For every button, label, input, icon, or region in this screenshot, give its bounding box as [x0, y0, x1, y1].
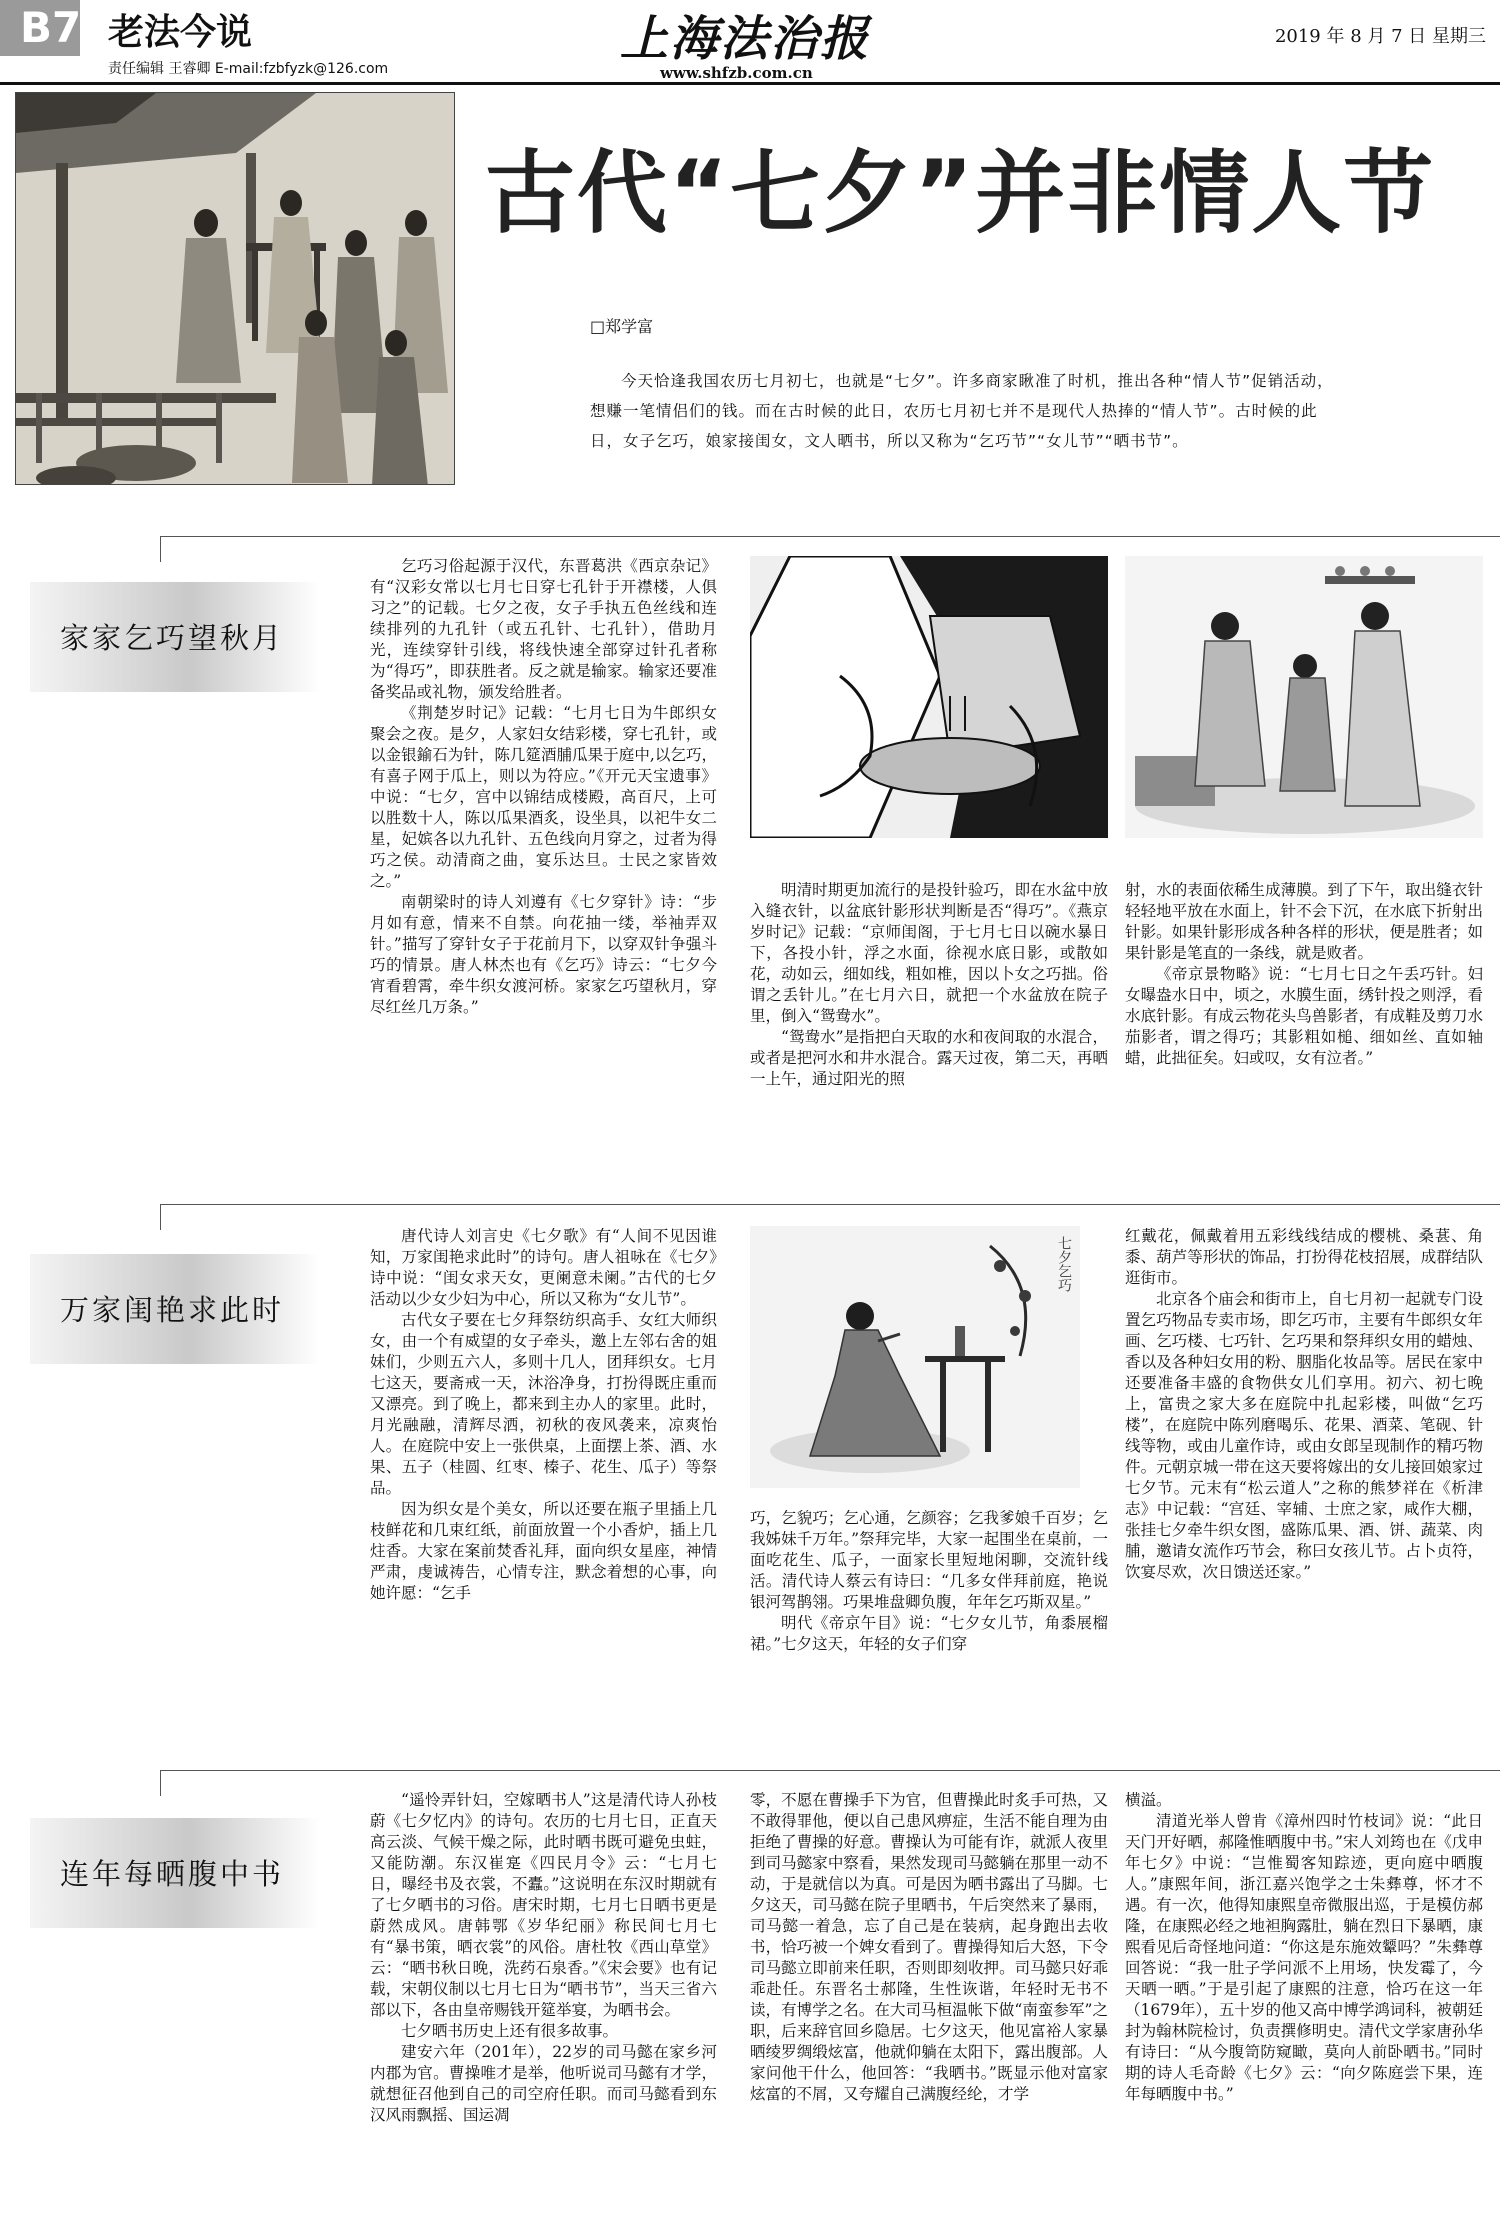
section-1-column-2	[750, 880, 1108, 1090]
section-3-column-1	[370, 1790, 717, 2126]
section-heading: 连年每晒腹中书	[60, 1857, 285, 1891]
paragraph: 零，不愿在曹操手下为官，但曹操此时炙手可热，又不敢得罪他，便以自己患风痹症，生活不能自理为由 拒绝了曹操的好意。曹操认为可能有诈，就派人夜里到司马懿家中察看，果然发现司马懿躺在那里一动不动，于是就信以为真。可是因为晒书露出了马脚。七夕这天，司马懿在院子里晒书，午后突然来了暴雨，司马懿一着急，忘了自己是在装病，起身跑出去收书，恰巧被一个婢女看到了。曹操得知后大怒，下令司马懿立即前来任职，否则即刻收押。司马懿只好乖乖赴任。东晋名士郝隆，生性诙谐，年轻时无书不读，有博学之名。在大司马桓温帐下做“南蛮参军”之职，后来辞官回乡隐居。七夕这天，他见富裕人家暴晒绫罗绸缎炫富，他就仰躺在太阳下，露出腹部。人家问他干什么，他回答：“我晒书。”既显示他对富家炫富的不屑，又夸耀自己满腹经纶，才学	[750, 1791, 1124, 2103]
section-3-column-2	[750, 1790, 1124, 2105]
article-title: 古代“七夕”并非情人节	[485, 141, 1436, 246]
section-label-2	[30, 1254, 320, 1364]
newspaper-url: www.shfzb.com.cn	[660, 64, 813, 82]
paragraph: 《帝京景物略》说：“七月七日之午丢巧针。妇女曝盎水日中，顷之，水膜生面，绣针投之则浮，看水底针影。有成云物花头鸟兽影者，有成鞋及剪刀水茄影者，谓之得巧；其影粗如槌、细如丝、直如轴蜡，此拙征矣。妇或叹，女有泣者。”	[1125, 965, 1483, 1067]
paragraph: 南朝梁时的诗人刘遵有《七夕穿针》诗：“步月如有意，情来不自禁。向花抽一缕，举袖弄双针。”描写了穿针女子于花前月下，以穿双针争强斗巧的情景。唐人林杰也有《乞巧》诗云：“七夕今宵看碧霄，牵牛织女渡河桥。家家乞巧望秋月，穿尽红丝几万条。”	[370, 893, 717, 1016]
paragraph: 因为织女是个美女，所以还要在瓶子里插上几枝鲜花和几束红纸，前面放置一个小香炉，插上几炷香。大家在案前焚香礼拜，面向织女星座，神情严肃，虔诚祷告，心情专注，默念着想的心事，向她许愿：“乞手	[370, 1500, 717, 1602]
paragraph: 建安六年（201年），22岁的司马懿在家乡河内郡为官。曹操唯才是举，他听说司马懿有才学，就想征召他到自己的司空府任职。而司马懿看到东汉风雨飘摇、国运凋	[370, 2043, 717, 2124]
section-rule	[160, 1204, 1500, 1205]
paragraph: 明清时期更加流行的是投针验巧，即在水盆中放入缝衣针，以盆底针影形状判断是否“得巧”。《燕京岁时记》记载：“京师闺阁，于七月七日以碗水暴日下，各投小针，浮之水面，徐视水底日影，或散如花，动如云，细如线，粗如椎，因以卜女之巧拙。俗谓之丢针儿。”在七月六日，就把一个水盆放在院子里，倒入“鸳鸯水”。	[750, 881, 1108, 1025]
paragraph: 横溢。	[1125, 1791, 1172, 1809]
newspaper-logo: 上海法治报	[620, 11, 871, 67]
paragraph: 古代女子要在七夕拜祭纺织高手、女红大师织女，由一个有威望的女子牵头，邀上左邻右舍的姐妹们，少则五六人，多则十几人，团拜织女。七月七这天，要斋戒一天，沐浴净身，打扮得既庄重而又漂亮。到了晚上，都来到主办人的家里。此时，月光融融，清辉尽洒，初秋的夜风袭来，凉爽怡人。在庭院中安上一张供桌，上面摆上茶、酒、水果、五子（桂圆、红枣、榛子、花生、瓜子）等祭品。	[370, 1311, 717, 1497]
page-number-badge	[0, 0, 80, 56]
section-heading: 家家乞巧望秋月	[60, 621, 285, 655]
paragraph: “鸳鸯水”是指把白天取的水和夜间取的水混合，或者是把河水和井水混合。露天过夜，第二天，再晒一上午，通过阳光的照	[750, 1028, 1108, 1088]
section-3-column-3	[1125, 1790, 1483, 2105]
paragraph: 唐代诗人刘言史《七夕歌》有“人间不见因谁知，万家闺艳求此时”的诗句。唐人祖咏在《七夕》诗中说：“闺女求天女，更阑意未阑。”古代的七夕活动以少女少妇为中心，所以又称为“女儿节”。	[370, 1227, 717, 1308]
paragraph: 北京各个庙会和街市上，自七月初一起就专门设置乞巧物品专卖市场，即乞巧市，主要有牛郎织女年画、乞巧楼、七巧针、乞巧果和祭拜织女用的蜡烛、香以及各种妇女用的粉、胭脂化妆品等。居民在家中还要准备丰盛的食物供女儿们享用。初六、初七晚上，富贵之家大多在庭院中扎起彩楼，叫做“乞巧楼”，在庭院中陈列磨喝乐、花果、酒菜、笔砚、针线等物，或由儿童作诗，或由女郎呈现制作的精巧物件。元朝京城一带在这天要将嫁出的女儿接回娘家过七夕节。元末有“松云道人”之称的熊梦祥在《析津志》中记载：“宫廷、宰辅、士庶之家，咸作大棚，张挂七夕牵牛织女图，盛陈瓜果、酒、饼、蔬菜、肉脯，邀请女流作巧节会，称曰女孩儿节。占卜贞符，饮宴尽欢，次日馈送还家。”	[1125, 1290, 1483, 1581]
editor-line: 责任编辑 王睿卿 E-mail:fzbfyzk@126.com	[108, 61, 389, 77]
section-1-column-3	[1125, 880, 1483, 1069]
issue-date: 2019 年 8 月 7 日 星期三	[1274, 26, 1486, 47]
section-rule-tick	[160, 1204, 161, 1230]
needle-threading-illustration	[750, 556, 1108, 838]
section-label-3	[30, 1818, 320, 1928]
woman-praying-illustration	[750, 1226, 1080, 1488]
section-2-column-2	[750, 1508, 1108, 1655]
paragraph: 射，水的表面依稀生成薄膜。到了下午，取出缝衣针轻轻地平放在水面上，针不会下沉，在水底下折射出针影。如果针影形成各种各样的形状，便是胜者；如果针影是笔直的一条线，就是败者。	[1125, 881, 1483, 962]
section-label-1	[30, 582, 320, 692]
section-rule	[160, 1770, 1500, 1771]
section-rule-tick	[160, 1770, 161, 1796]
paragraph: 乞巧习俗起源于汉代，东晋葛洪《西京杂记》有“汉彩女常以七月七日穿七孔针于开襟楼，人俱习之”的记载。七夕之夜，女子手执五色丝线和连续排列的九孔针（或五孔针、七孔针），借助月光，连续穿针引线，将线快速全部穿过针孔者称为“得巧”，即获胜者。反之就是输家。输家还要准备奖品或礼物，颁发给胜者。	[370, 557, 717, 701]
article-lead: 今天恰逢我国农历七月初七，也就是“七夕”。许多商家瞅准了时机，推出各种“情人节”促销活动，想赚一笔情侣们的钱。而在古时候的此日，农历七月初七并不是现代人热捧的“情人节”。古时候的此日，女子乞巧，娘家接闺女，文人晒书，所以又称为“乞巧节”“女儿节”“晒书节”。	[590, 372, 1334, 450]
header-rule	[0, 82, 1500, 85]
paragraph: “遥怜弄针妇，空嫁晒书人”这是清代诗人孙枝蔚《七夕忆内》的诗句。农历的七月七日，正直天高云淡、气候干燥之际，此时晒书既可避免虫蛀，又能防潮。东汉崔寔《四民月令》云：“七月七日，曝经书及衣裳，不蠹。”这说明在东汉时期就有了七夕晒书的习俗。唐宋时期，七月七日晒书更是蔚然成风。唐韩鄂《岁华纪丽》称民间七月七有“暴书策，晒衣裳”的风俗。唐杜牧《西山草堂》云：“晒书秋日晚，洗药石泉香。”《宋会要》也有记载，宋朝仪制以七月七日为“晒书节”，当天三省六部以下，各由皇帝赐钱开筵举宴，为晒书会。	[370, 1791, 717, 2019]
column-name: 老法今说	[108, 12, 253, 53]
section-2-column-3	[1125, 1226, 1483, 1583]
paragraph: 清道光举人曾肯《漳州四时竹枝词》说：“此日天门开好晒，郝隆惟晒腹中书。”宋人刘筠也在《戊申年七夕》中说：“岂惟蜀客知踪迹，更向庭中晒腹人。”康熙年间，浙江嘉兴饱学之士朱彝尊，怀才不遇。有一次，他得知康熙皇帝微服出巡，于是模仿郝隆，在康熙必经之地袒胸露肚，躺在烈日下暴晒，康熙看见后奇怪地问道：“你这是东施效颦吗？”朱彝尊回答说：“我一肚子学问派不上用场，快发霉了，今天晒一晒。”于是引起了康熙的注意，恰巧在这一年（1679年），五十岁的他又高中博学鸿词科，被朝廷封为翰林院检讨，负责撰修明史。清代文学家唐孙华有诗曰：“从今腹笥防窥瞰，莫向人前卧晒书。”同时期的诗人毛奇龄《七夕》云：“向夕陈庭尝下果，连年每晒腹中书。”	[1125, 1812, 1483, 2103]
section-1-column-1	[370, 556, 717, 1018]
paragraph: 红戴花，佩戴着用五彩线线结成的樱桃、桑葚、角黍、葫芦等形状的饰品，打扮得花枝招展，成群结队逛街市。	[1125, 1227, 1483, 1287]
section-rule-tick	[160, 536, 161, 562]
qixi-painting-image	[15, 92, 455, 485]
paragraph: 《荆楚岁时记》记载：“七月七日为牛郎织女聚会之夜。是夕，人家妇女结彩楼，穿七孔针，或以金银鍮石为针，陈几筵酒脯瓜果于庭中,以乞巧，有喜子网于瓜上，则以为符应。”《开元天宝遗事》中说：“七夕，宫中以锦结成楼殿，高百尺，上可以胜数十人，陈以瓜果酒炙，设坐具，以祀牛女二星，妃嫔各以九孔针、五色线向月穿之，过者为得巧之侯。动清商之曲，宴乐达旦。士民之家皆效之。”	[370, 704, 717, 890]
paragraph: 明代《帝京午目》说：“七夕女儿节，角黍展榴裙。”七夕这天，年轻的女子们穿	[750, 1614, 1108, 1653]
section-2-column-1	[370, 1226, 717, 1604]
section-rule	[160, 536, 1500, 537]
palace-women-illustration	[1125, 556, 1483, 838]
figure-inscription: 七夕乞巧	[1056, 1236, 1072, 1292]
page-number: B7	[20, 3, 82, 52]
section-heading: 万家闺艳求此时	[60, 1293, 285, 1327]
paragraph: 巧，乞貌巧；乞心通，乞颜容；乞我爹娘千百岁；乞我姊妹千万年。”祭拜完毕，大家一起围坐在桌前，一面吃花生、瓜子，一面家长里短地闲聊，交流针线活。清代诗人蔡云有诗曰：“几多女伴拜前庭，艳说银河驾鹊翎。巧果堆盘卿负腹，年年乞巧斯双星。”	[750, 1509, 1108, 1611]
paragraph: 七夕晒书历史上还有很多故事。	[401, 2022, 619, 2040]
article-author: □郑学富	[590, 317, 654, 336]
